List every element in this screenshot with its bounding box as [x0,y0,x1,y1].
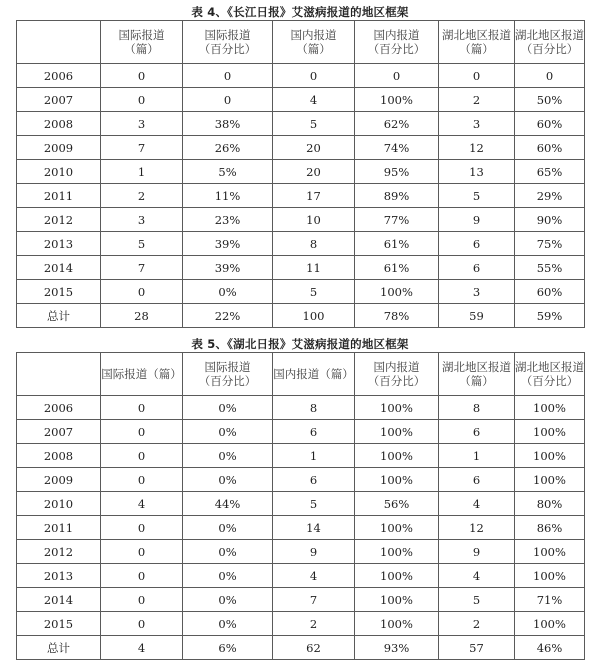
table-cell: 60% [515,280,585,304]
table-cell: 71% [515,588,585,612]
table-cell: 62% [355,112,439,136]
table-cell: 3 [439,280,515,304]
table-cell: 0% [183,588,273,612]
table-cell: 0% [183,444,273,468]
table-cell: 100 [273,304,355,328]
table5 [16,352,585,660]
table-cell: 4 [101,492,183,516]
table-cell: 100% [515,396,585,420]
table-cell: 62 [273,636,355,660]
table-row [17,88,585,112]
table-row [17,112,585,136]
table-cell: 6 [273,420,355,444]
row-label-cell: 2012 [17,540,101,564]
table-cell: 39% [183,256,273,280]
column-header [101,353,183,396]
table-cell: 78% [355,304,439,328]
table-cell: 22% [183,304,273,328]
table-cell: 100% [515,468,585,492]
table-cell: 3 [439,112,515,136]
table-cell: 0 [183,64,273,88]
table-cell: 100% [515,564,585,588]
table-cell: 39% [183,232,273,256]
table-cell: 0 [355,64,439,88]
table-cell: 0 [101,516,183,540]
table-cell: 14 [273,516,355,540]
row-label-cell: 2006 [17,396,101,420]
table-cell: 0 [515,64,585,88]
table-cell: 5 [439,588,515,612]
table-cell: 3 [101,112,183,136]
table-cell: 12 [439,136,515,160]
table-row [17,160,585,184]
column-header-line: 国际报道 [118,28,165,42]
table-cell: 9 [439,540,515,564]
table-row [17,64,585,88]
table-cell: 29% [515,184,585,208]
row-label-cell: 2013 [17,232,101,256]
row-label-cell: 2010 [17,492,101,516]
table-cell: 4 [101,636,183,660]
table-row [17,280,585,304]
table4-header-row [17,21,585,64]
table-cell: 100% [515,444,585,468]
table-cell: 75% [515,232,585,256]
column-header [515,21,585,64]
table-cell: 95% [355,160,439,184]
column-header [515,353,585,396]
row-label-cell: 2011 [17,184,101,208]
table-row [17,184,585,208]
table-cell: 0 [101,612,183,636]
table-row [17,492,585,516]
table-cell: 0% [183,516,273,540]
table-row [17,612,585,636]
table-cell: 0 [101,540,183,564]
table-cell: 4 [273,88,355,112]
table-cell: 0 [273,64,355,88]
table-cell: 0 [101,588,183,612]
row-label-cell: 2012 [17,208,101,232]
table-row [17,588,585,612]
table-cell: 8 [273,396,355,420]
table-cell: 6 [439,232,515,256]
table-cell: 61% [355,256,439,280]
table-cell: 61% [355,232,439,256]
table-cell: 0% [183,612,273,636]
table-cell: 9 [439,208,515,232]
table-cell: 0% [183,420,273,444]
table-cell: 74% [355,136,439,160]
table-row [17,232,585,256]
table-cell: 5 [273,492,355,516]
table5-header-row [17,353,585,396]
row-label-cell: 2006 [17,64,101,88]
table-cell: 50% [515,88,585,112]
table-row [17,468,585,492]
column-header-line: 湖北地区报道 [442,28,511,42]
row-label-cell: 2014 [17,256,101,280]
row-label-cell: 2010 [17,160,101,184]
table-cell: 2 [273,612,355,636]
row-label-cell: 2007 [17,420,101,444]
table-cell: 8 [439,396,515,420]
column-header-line: 国内报道（篇） [273,367,354,381]
table-cell: 0 [101,280,183,304]
column-header [101,21,183,64]
table-cell: 44% [183,492,273,516]
row-label-cell: 2008 [17,112,101,136]
table-row [17,540,585,564]
table-cell: 7 [101,136,183,160]
table-cell: 56% [355,492,439,516]
table-cell: 100% [355,396,439,420]
table4-body [17,64,585,328]
corner-header-cell [17,353,101,396]
table-cell: 11% [183,184,273,208]
table-row [17,564,585,588]
table-cell: 57 [439,636,515,660]
table-cell: 5 [273,112,355,136]
table-cell: 6 [439,468,515,492]
table-cell: 11 [273,256,355,280]
table-cell: 5% [183,160,273,184]
table-cell: 100% [355,612,439,636]
table-cell: 13 [439,160,515,184]
table-cell: 100% [515,540,585,564]
row-label-cell: 总计 [17,304,101,328]
table-cell: 59 [439,304,515,328]
table4-caption: 表 4、《长江日报》艾滋病报道的地区框架 [191,5,409,19]
column-header-line: （百分比） [198,42,257,56]
column-header-line: （篇） [459,374,494,388]
column-header [355,21,439,64]
table-cell: 12 [439,516,515,540]
table-cell: 100% [355,420,439,444]
table-cell: 2 [439,612,515,636]
table-cell: 55% [515,256,585,280]
table-cell: 100% [355,280,439,304]
table-cell: 23% [183,208,273,232]
table-cell: 0 [101,444,183,468]
table-cell: 4 [439,564,515,588]
table-row [17,516,585,540]
table-cell: 1 [101,160,183,184]
row-label-cell: 总计 [17,636,101,660]
table-cell: 2 [101,184,183,208]
table-cell: 46% [515,636,585,660]
table-cell: 59% [515,304,585,328]
table-cell: 10 [273,208,355,232]
table-cell: 3 [101,208,183,232]
table-cell: 26% [183,136,273,160]
table-cell: 60% [515,112,585,136]
column-header [273,353,355,396]
table-row [17,136,585,160]
table-cell: 0% [183,468,273,492]
column-header-line: 国际报道（篇） [101,367,182,381]
row-label-cell: 2015 [17,280,101,304]
table-cell: 0% [183,564,273,588]
table-row [17,208,585,232]
table-cell: 0 [101,88,183,112]
table-cell: 89% [355,184,439,208]
row-label-cell: 2014 [17,588,101,612]
column-header-line: （篇） [296,42,331,56]
table-cell: 7 [273,588,355,612]
table-cell: 5 [273,280,355,304]
column-header-line: 国内报道 [373,28,420,42]
table-cell: 6 [273,468,355,492]
row-label-cell: 2009 [17,468,101,492]
table-row [17,396,585,420]
table-cell: 100% [355,540,439,564]
table-row [17,256,585,280]
table-cell: 0% [183,396,273,420]
table-row [17,420,585,444]
column-header-line: 国际报道 [204,28,251,42]
table-cell: 0 [101,564,183,588]
table-cell: 1 [273,444,355,468]
table-cell: 65% [515,160,585,184]
column-header-line: 湖北地区报道 [442,360,511,374]
table-row [17,304,585,328]
column-header [355,353,439,396]
table4 [16,20,585,328]
column-header-line: （百分比） [520,374,579,388]
table-cell: 4 [273,564,355,588]
table-cell: 20 [273,160,355,184]
table-cell: 0 [101,64,183,88]
row-label-cell: 2008 [17,444,101,468]
column-header-line: 湖北地区报道 [515,360,584,374]
table-cell: 90% [515,208,585,232]
row-label-cell: 2007 [17,88,101,112]
table-cell: 20 [273,136,355,160]
table-cell: 100% [355,588,439,612]
table-cell: 100% [515,612,585,636]
table-cell: 77% [355,208,439,232]
table-cell: 9 [273,540,355,564]
column-header-line: 湖北地区报道 [515,28,584,42]
table-cell: 8 [273,232,355,256]
column-header-line: （百分比） [520,42,579,56]
table-cell: 4 [439,492,515,516]
table-cell: 0 [439,64,515,88]
column-header-line: （百分比） [367,42,426,56]
row-label-cell: 2015 [17,612,101,636]
row-label-cell: 2009 [17,136,101,160]
table-cell: 2 [439,88,515,112]
table-cell: 38% [183,112,273,136]
column-header [439,353,515,396]
row-label-cell: 2011 [17,516,101,540]
table-cell: 80% [515,492,585,516]
table-cell: 100% [355,516,439,540]
table-cell: 6 [439,256,515,280]
table-row [17,636,585,660]
table-cell: 28 [101,304,183,328]
table-row [17,444,585,468]
table-cell: 0% [183,540,273,564]
table-cell: 0 [101,396,183,420]
column-header-line: （百分比） [367,374,426,388]
table-cell: 60% [515,136,585,160]
table-cell: 5 [101,232,183,256]
table-cell: 100% [355,444,439,468]
table-cell: 6 [439,420,515,444]
table-cell: 100% [355,468,439,492]
table-cell: 0% [183,280,273,304]
table-cell: 5 [439,184,515,208]
row-label-cell: 2013 [17,564,101,588]
column-header-line: 国内报道 [373,360,420,374]
corner-header-cell [17,21,101,64]
column-header [183,353,273,396]
column-header-line: （篇） [459,42,494,56]
table-cell: 0 [183,88,273,112]
table-cell: 100% [515,420,585,444]
column-header [273,21,355,64]
table5-body [17,396,585,660]
column-header-line: （百分比） [198,374,257,388]
table-cell: 100% [355,564,439,588]
table-cell: 7 [101,256,183,280]
table-cell: 93% [355,636,439,660]
table-cell: 0 [101,420,183,444]
column-header-line: 国内报道 [290,28,337,42]
column-header-line: 国际报道 [204,360,251,374]
table-cell: 100% [355,88,439,112]
table5-caption: 表 5、《湖北日报》艾滋病报道的地区框架 [191,337,409,351]
table-cell: 17 [273,184,355,208]
column-header-line: （篇） [124,42,159,56]
table-cell: 6% [183,636,273,660]
table-cell: 0 [101,468,183,492]
table-cell: 1 [439,444,515,468]
table-cell: 86% [515,516,585,540]
column-header [439,21,515,64]
column-header [183,21,273,64]
